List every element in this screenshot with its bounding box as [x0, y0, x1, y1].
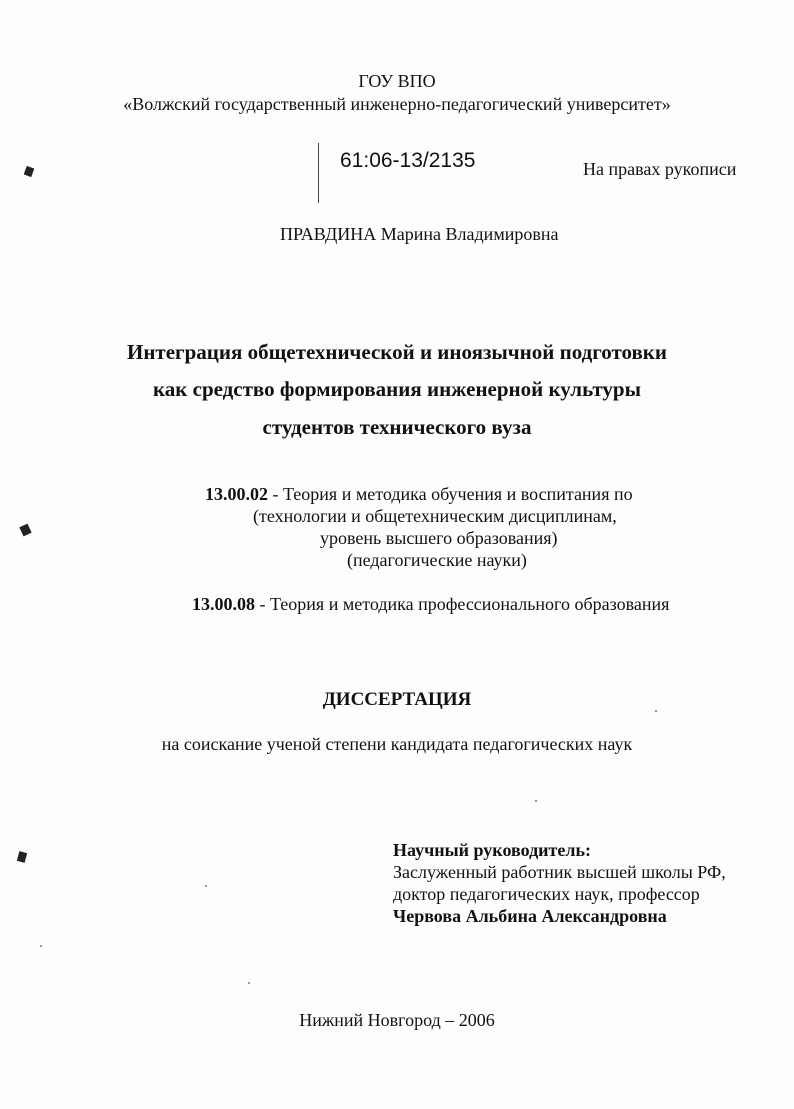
specialty-1-line-1: - Теория и методика обучения и воспитания по: [268, 484, 633, 504]
scan-speck: [40, 945, 42, 947]
specialty-1-line-3: уровень высшего образования): [320, 528, 558, 548]
specialty-1: [205, 483, 633, 505]
supervisor-heading: Научный руководитель:: [393, 840, 591, 860]
title-line-1: Интеграция общетехнической и иноязычной подготовки: [126, 340, 668, 364]
specialty-2: [192, 593, 669, 615]
supervisor-name: Червова Альбина Александровна: [393, 906, 667, 926]
degree-line: на соискание ученой степени кандидата педагогических наук: [161, 734, 633, 754]
scan-mark-top: [24, 166, 35, 177]
catalog-number: 61:06-13/2135: [340, 149, 476, 172]
title-line-2: как средство формирования инженерной культуры: [153, 377, 641, 401]
specialty-1-code: 13.00.02: [205, 484, 268, 504]
specialty-2-line-1: - Теория и методика профессионального образования: [255, 594, 670, 614]
specialty-1-line-4: (педагогические науки): [347, 550, 527, 570]
org-full-name: «Волжский государственный инженерно-педагогический университет»: [123, 94, 671, 114]
title-line-3: студентов технического вуза: [262, 415, 532, 439]
author-name: ПРАВДИНА Марина Владимировна: [280, 224, 559, 244]
scan-speck: [205, 885, 207, 887]
scan-speck: [248, 982, 250, 984]
scan-mark-middle: [19, 524, 31, 537]
city-year: Нижний Новгород – 2006: [299, 1010, 495, 1030]
scan-mark-bottom: [17, 851, 27, 863]
specialty-1-line-2: (технологии и общетехническим дисциплинам,: [253, 506, 617, 526]
supervisor-title-1: Заслуженный работник высшей школы РФ,: [393, 862, 726, 882]
supervisor-title-2: доктор педагогических наук, профессор: [393, 884, 700, 904]
scan-speck: [535, 800, 537, 802]
stamp-border-line: [318, 143, 319, 203]
document-type: ДИССЕРТАЦИЯ: [322, 689, 472, 710]
org-short-name: ГОУ ВПО: [358, 71, 436, 91]
specialty-2-code: 13.00.08: [192, 594, 255, 614]
rights-note: На правах рукописи: [583, 159, 737, 179]
